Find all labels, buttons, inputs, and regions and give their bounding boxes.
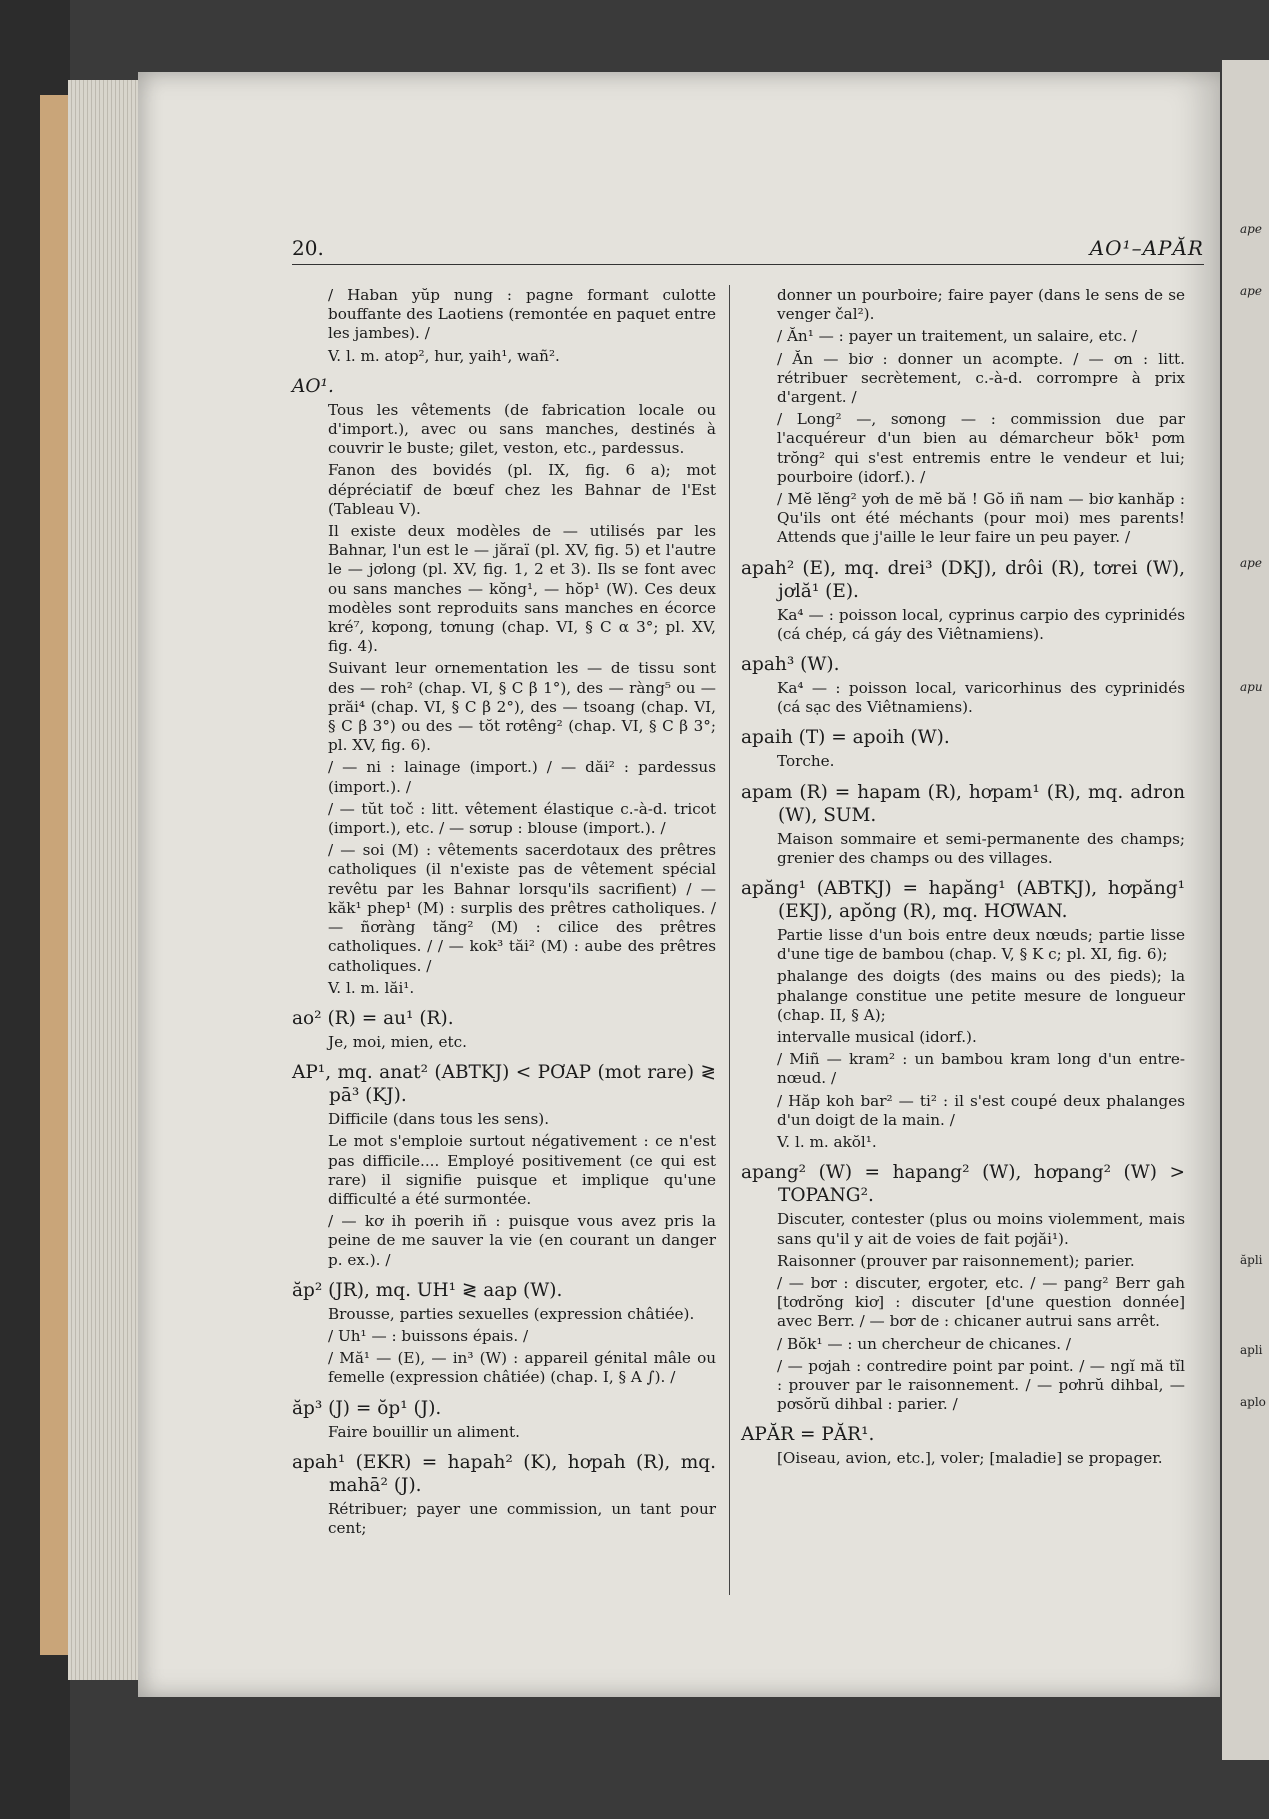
adjacent-word: apu: [1240, 680, 1263, 694]
dictionary-entry: [741, 726, 1185, 771]
entry-line: V. l. m. atop², hur, yaih¹, wañ².: [328, 346, 560, 365]
entry-definition: [741, 1210, 1185, 1414]
continued-entry: [292, 286, 716, 366]
adjacent-word: ape: [1240, 556, 1262, 570]
dictionary-entry: [292, 375, 716, 998]
page-stack: [68, 80, 143, 1680]
entry-headword: apăng¹ (ABTKJ) = hapăng¹ (ABTKJ), hơpăng¹ (EKJ), apŏng (R), mq. HƠWAN.: [741, 878, 1185, 923]
definition-paragraph: intervalle musical (idorf.).: [777, 1028, 977, 1047]
definition-paragraph: Faire bouillir un aliment.: [328, 1422, 520, 1441]
definition-paragraph: [Oiseau, avion, etc.], voler; [maladie] se propager.: [777, 1449, 1163, 1468]
definition-paragraph: / Miñ — kram² : un bambou kram long d'un entre-nœud. /: [777, 1050, 1185, 1088]
definition-paragraph: Torche.: [777, 752, 835, 771]
definition-paragraph: Difficile (dans tous les sens).: [328, 1110, 550, 1129]
dictionary-entry: [741, 1423, 1185, 1468]
definition-paragraph: Suivant leur ornementation les — de tissu sont des — roh² (chap. VI, § C β 1°), des — ràng⁵ ou — prăi⁴ (chap. VI, § C β 2°), des — tsoang (chap. VI, § C β 3°) ou des — tŏt rơtêng² (chap. VI, § C β 3°; pl. XV, fig. 6).: [328, 659, 716, 755]
entry-line: / Haban yŭp nung : pagne formant culotte bouffante des Laotiens (remontée en paquet entre les jambes). /: [328, 286, 716, 343]
definition-paragraph: phalange des doigts (des mains ou des pieds); la phalange constitue une petite mesure de longueur (chap. II, § A);: [777, 967, 1185, 1024]
dictionary-entry: [741, 1161, 1185, 1414]
definition-paragraph: / — tŭt toč : litt. vêtement élastique c.-à-d. tricot (import.), etc. / — sơrup : blouse (import.). /: [328, 799, 716, 838]
definition-paragraph: Ka⁴ — : poisson local, varicorhinus des cyprinidés (cá sạc des Viêtnamiens).: [777, 679, 1185, 717]
entry-definition: [292, 1033, 716, 1052]
entry-headword: apah² (E), mq. drei³ (DKJ), drôi (R), tơrei (W), jơlă¹ (E).: [741, 557, 1185, 602]
entry-definition: [741, 830, 1185, 868]
entry-headword: ăp³ (J) = ŏp¹ (J).: [292, 1397, 442, 1419]
left-column: [292, 286, 716, 1547]
definition-paragraph: Brousse, parties sexuelles (expression châtiée).: [328, 1304, 695, 1323]
definition-paragraph: Le mot s'emploie surtout négativement : ce n'est pas difficile.... Employé positivement (ce qui est rare) il signifie puisque et implique qu'une difficulté a été surmontée.: [328, 1132, 716, 1208]
entry-headword: AP¹, mq. anat² (ABTKJ) < PƠAP (mot rare) ≷ pā³ (KJ).: [292, 1062, 716, 1107]
entry-headword: apah³ (W).: [741, 654, 840, 676]
entry-definition: [292, 1500, 716, 1538]
entry-definition: [292, 1110, 716, 1270]
definition-paragraph: / Hăp koh bar² — ti² : il s'est coupé deux phalanges d'un doigt de la main. /: [777, 1091, 1185, 1129]
entry-definition: [741, 606, 1185, 644]
entry-definition: [741, 679, 1185, 717]
page-number: 20.: [292, 236, 324, 260]
definition-paragraph: Rétribuer; payer une commission, un tant pour cent;: [328, 1499, 716, 1537]
adjacent-word: apli: [1240, 1343, 1263, 1357]
entry-line: / Mĕ lĕng² yơh de mĕ bă ! Gŏ iñ nam — biơ kanhăp : Qu'ils ont été méchants (pour moi) mes parents! Attends que j'aille le leur faire un peu payer. /: [777, 490, 1185, 547]
definition-paragraph: Partie lisse d'un bois entre deux nœuds; partie lisse d'une tige de bambou (chap. V, § K c; pl. XI, fig. 6);: [777, 926, 1185, 964]
definition-paragraph: / — pơjah : contredire point par point. / — ngĭ mă tĭl : prouver par le raisonnement. / — pơhrŭ dihbal, — pơsŏrŭ dihbal : parier. /: [777, 1356, 1185, 1414]
dictionary-entry: [292, 1397, 716, 1442]
definition-paragraph: / Uh¹ — : buissons épais. /: [328, 1326, 529, 1345]
dictionary-entry: [741, 653, 1185, 717]
definition-paragraph: Maison sommaire et semi-permanente des champs; grenier des champs ou des villages.: [777, 829, 1185, 867]
entry-line: donner un pourboire; faire payer (dans le sens de se venger čal²).: [777, 286, 1185, 324]
entry-headword: apah¹ (EKR) = hapah² (K), hơpah (R), mq. mahā² (J).: [292, 1451, 716, 1496]
running-head: AO¹–APĂR: [1089, 236, 1204, 260]
definition-paragraph: / — soi (M) : vêtements sacerdotaux des prêtres catholiques (il n'existe pas de vêtement spécial revêtu par les Bahnar lorsqu'ils sacrifient) / — kăk¹ phep¹ (M) : surplis des prêtres catholiques. / — ñơràng tăng² (M) : cilice des prêtres catholiques. / / — kok³ tăi² (M) : aube des prêtres catholiques. /: [328, 841, 716, 975]
definition-paragraph: V. l. m. lăi¹.: [328, 978, 415, 997]
entry-definition: [741, 1449, 1185, 1468]
adjacent-page: [1222, 60, 1269, 1760]
definition-paragraph: Je, moi, mien, etc.: [328, 1032, 467, 1051]
entry-line: / Ăn¹ — : payer un traitement, un salaire, etc. /: [777, 327, 1137, 346]
definition-paragraph: / — kơ ih pơerih iñ : puisque vous avez pris la peine de me sauver la vie (en courant un danger p. ex.). /: [328, 1212, 716, 1269]
definition-paragraph: Raisonner (prouver par raisonnement); parier.: [777, 1251, 1135, 1270]
definition-paragraph: / Bŏk¹ — : un chercheur de chicanes. /: [777, 1334, 1071, 1353]
entry-headword: apaih (T) = apoih (W).: [741, 727, 950, 749]
dictionary-entry: [741, 557, 1185, 644]
dictionary-entry: [292, 1061, 716, 1270]
definition-paragraph: / — ni : lainage (import.) / — dăi² : pardessus (import.). /: [328, 758, 716, 796]
right-column: [741, 286, 1185, 1478]
entry-headword: AO¹.: [292, 375, 334, 397]
dictionary-entry: [292, 1451, 716, 1538]
entry-definition: [292, 1423, 716, 1442]
dictionary-entry: [741, 781, 1185, 868]
dictionary-entry: [292, 1007, 716, 1052]
definition-paragraph: V. l. m. akŏl¹.: [777, 1133, 877, 1152]
column-divider: [729, 285, 730, 1595]
entry-definition: [292, 401, 716, 998]
entry-definition: [292, 1305, 716, 1388]
dictionary-entry: [741, 877, 1185, 1152]
definition-paragraph: Discuter, contester (plus ou moins violemment, mais sans qu'il y ait de voies de fait pơjăi¹).: [777, 1210, 1185, 1248]
definition-paragraph: / Mă¹ — (E), — in³ (W) : appareil génital mâle ou femelle (expression châtiée) (chap. I, § A ∫). /: [328, 1349, 716, 1387]
page-header: [292, 236, 1204, 265]
entry-headword: ao² (R) = au¹ (R).: [292, 1007, 454, 1029]
entry-definition: [741, 926, 1185, 1152]
adjacent-word: ape: [1240, 222, 1262, 236]
adjacent-word: aplo: [1240, 1395, 1266, 1409]
definition-paragraph: Ka⁴ — : poisson local, cyprinus carpio des cyprinidés (cá chép, cá gáy des Viêtnamiens).: [777, 605, 1185, 643]
definition-paragraph: Fanon des bovidés (pl. IX, fig. 6 a); mot dépréciatif de bœuf chez les Bahnar de l'Est (Tableau V).: [328, 461, 716, 518]
continued-entry: [741, 286, 1185, 548]
definition-paragraph: Il existe deux modèles de — utilisés par les Bahnar, l'un est le — jăraï (pl. XV, fig. 5) et l'autre le — jơlong (pl. XV, fig. 1, 2 et 3). Ils se font avec ou sans manches — kŏng¹, — hŏp¹ (W). Ces deux modèles sont reproduits sans manches en écorce kré⁷, kơpong, tơnung (chap. VI, § C α 3°; pl. XV, fig. 4).: [328, 522, 716, 656]
definition-paragraph: Tous les vêtements (de fabrication locale ou d'import.), avec ou sans manches, destinés à couvrir le buste; gilet, veston, etc., pardessus.: [328, 400, 716, 458]
definition-paragraph: / — bơr : discuter, ergoter, etc. / — pang² Berr gah [tơdrŏng kiơ] : discuter [d'une question donnée] avec Berr. / — bơr de : chicaner autrui sans arrêt.: [777, 1273, 1185, 1331]
entry-line: / Long² —, sơnong — : commission due par l'acquéreur d'un bien au démarcheur bŏk¹ pơm trŏng² qui s'est entremis entre le vendeur et lui; pourboire (idorf.). /: [777, 410, 1185, 486]
adjacent-word: ape: [1240, 284, 1262, 298]
entry-headword: ăp² (JR), mq. UH¹ ≷ aap (W).: [292, 1279, 563, 1301]
entry-definition: [741, 752, 1185, 771]
dictionary-entry: [292, 1279, 716, 1388]
entry-headword: apang² (W) = hapang² (W), hơpang² (W) > TOPANG².: [741, 1162, 1185, 1207]
entry-headword: apam (R) = hapam (R), hơpam¹ (R), mq. adron (W), SUM.: [741, 781, 1185, 826]
adjacent-word: ăpli: [1240, 1253, 1263, 1267]
entry-headword: APĂR = PĂR¹.: [741, 1424, 875, 1446]
entry-line: / Ăn — biơ : donner un acompte. / — ơn : litt. rétribuer secrètement, c.-à-d. corrompre à prix d'argent. /: [777, 349, 1185, 407]
